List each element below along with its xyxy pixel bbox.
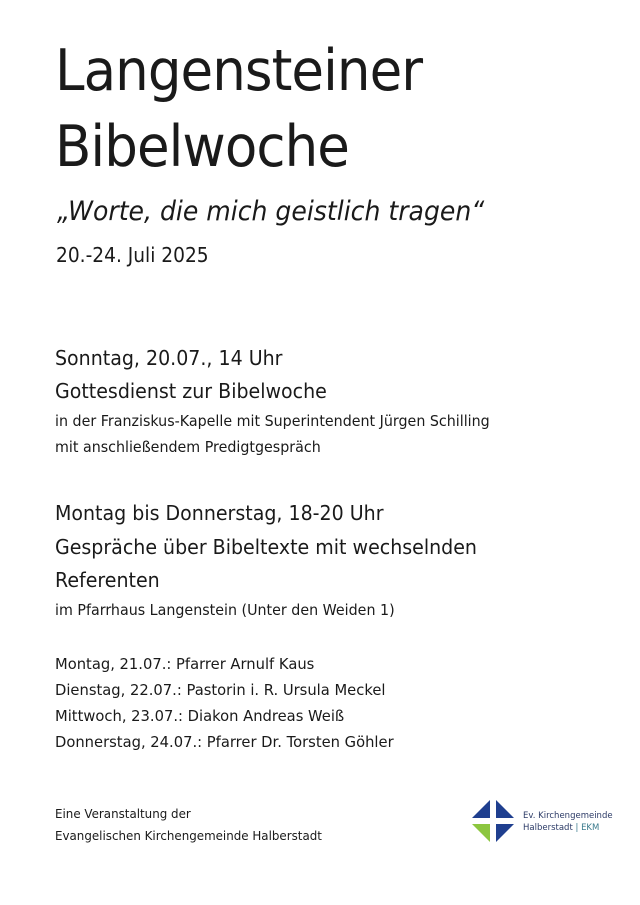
logo-org: EKM — [581, 823, 600, 833]
footer-line-2: Evangelischen Kirchengemeinde Halberstadt — [55, 828, 322, 843]
title-line-2: Bibelwoche — [55, 114, 349, 180]
event2-location: im Pfarrhaus Langenstein (Unter den Weiden 1) — [55, 601, 395, 619]
event2-title-line-2: Referenten — [55, 568, 160, 592]
logo-separator: | — [575, 823, 579, 833]
event1-when: Sonntag, 20.07., 14 Uhr — [55, 346, 283, 370]
organizer-footer — [55, 803, 322, 847]
logo-text — [523, 810, 613, 834]
schedule-item: Donnerstag, 24.07.: Pfarrer Dr. Torsten Göhler — [55, 733, 394, 751]
schedule-item: Mittwoch, 23.07.: Diakon Andreas Weiß — [55, 707, 345, 725]
logo-city: Halberstadt — [523, 823, 573, 833]
event2-title-line-1: Gespräche über Bibeltexte mit wechselnden — [55, 535, 477, 559]
schedule-list — [55, 651, 394, 755]
schedule-item: Montag, 21.07.: Pfarrer Arnulf Kaus — [55, 655, 315, 673]
subtitle: „Worte, die mich geistlich tragen“ — [57, 196, 485, 227]
event2-when: Montag bis Donnerstag, 18-20 Uhr — [55, 501, 384, 525]
cross-logo-icon — [470, 798, 518, 844]
event1-title: Gottesdienst zur Bibelwoche — [55, 379, 327, 403]
event-dates: 20.-24. Juli 2025 — [56, 243, 209, 267]
church-logo — [470, 798, 620, 844]
logo-line-2 — [523, 822, 613, 834]
event1-detail-1: in der Franziskus-Kapelle mit Superintendent Jürgen Schilling — [55, 412, 490, 430]
logo-line-1: Ev. Kirchengemeinde — [523, 811, 613, 821]
schedule-item: Dienstag, 22.07.: Pastorin i. R. Ursula Meckel — [55, 681, 386, 699]
footer-line-1: Eine Veranstaltung der — [55, 806, 191, 821]
title-line-1: Langensteiner — [55, 38, 423, 104]
event1-detail-2: mit anschließendem Predigtgespräch — [55, 438, 321, 456]
